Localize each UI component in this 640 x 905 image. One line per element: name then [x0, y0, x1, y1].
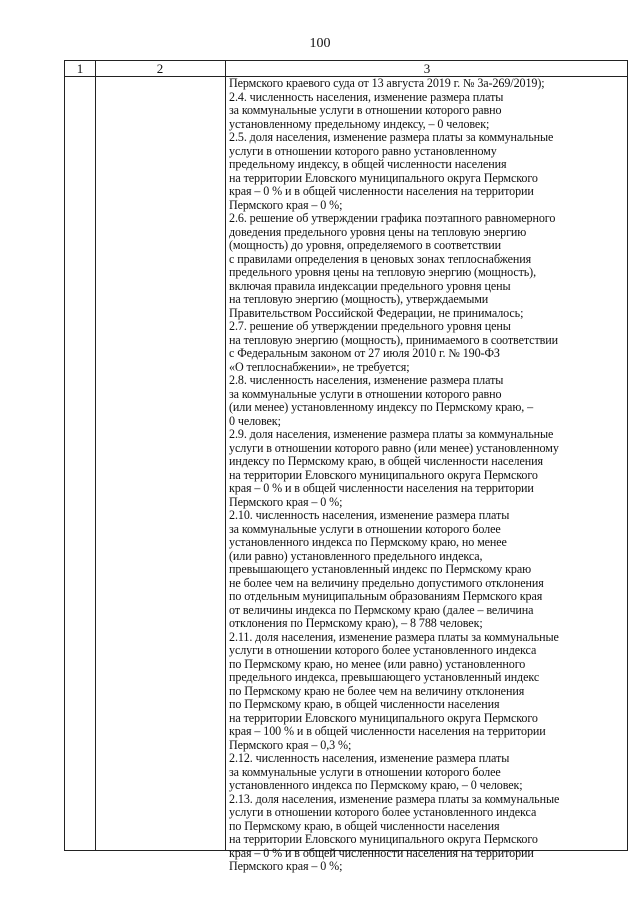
text-line: 2.7. решение об утверждении предельного уровня цены — [229, 319, 511, 333]
text-line: на территории Еловского муниципального округа Пермского — [229, 467, 538, 482]
text-line: по Пермскому краю, в общей численности населения — [229, 818, 500, 833]
text-line: установленного индекса по Пермскому краю, но менее — [229, 535, 507, 549]
text-line: услуги в отношении которого равно (или менее) установленному — [229, 440, 559, 455]
column-header-2: 2 — [156, 61, 164, 76]
text-line: услуги в отношении которого более установленного индекса — [229, 805, 537, 819]
text-line: 2.5. доля населения, изменение размера платы за коммунальные — [229, 130, 554, 144]
text-line: за коммунальные услуги в отношении которого более — [229, 764, 501, 779]
text-line: не более чем на величину предельно допустимого отклонения — [229, 575, 544, 590]
text-line: Пермского края – 0,3 %; — [229, 737, 352, 752]
text-line: за коммунальные услуги в отношении которого равно — [229, 103, 502, 117]
column-divider-2 — [225, 61, 226, 850]
text-line: на территории Еловского муниципального округа Пермского — [229, 832, 538, 846]
text-line: 2.6. решение об утверждении графика поэтапного равномерного — [229, 211, 556, 225]
text-line: «О теплоснабжении», не требуется; — [229, 359, 410, 374]
text-line: 2.13. доля населения, изменение размера платы за коммунальные — [229, 791, 560, 806]
text-line: от величины индекса по Пермскому краю (далее – величина — [229, 602, 534, 617]
text-line: отклонения по Пермскому краю), – 8 788 человек; — [229, 616, 483, 630]
text-line: 0 человек; — [229, 413, 281, 428]
text-line: Пермского края – 0 %; — [229, 859, 343, 873]
text-line: 2.9. доля населения, изменение размера платы за коммунальные — [229, 427, 554, 441]
text-line: края – 0 % и в общей численности населения на территории — [229, 481, 534, 495]
text-line: на территории Еловского муниципального округа Пермского — [229, 710, 538, 725]
text-line: 2.8. численность населения, изменение размера платы — [229, 373, 504, 387]
text-line: услуги в отношении которого более установленного индекса — [229, 643, 537, 657]
column-3-text — [229, 77, 629, 874]
text-line: края – 0 % и в общей численности населения на территории — [229, 845, 534, 860]
text-line: за коммунальные услуги в отношении которого более — [229, 521, 501, 536]
text-line: 2.12. численность населения, изменение размера платы — [229, 751, 510, 765]
text-line: 2.4. численность населения, изменение размера платы — [229, 89, 504, 104]
text-line: края – 100 % и в общей численности населения на территории — [229, 724, 546, 738]
text-line: (или равно) установленного предельного индекса, — [229, 548, 483, 563]
text-line: на тепловую энергию (мощность), утверждаемыми — [229, 292, 489, 306]
text-line: на территории Еловского муниципального округа Пермского — [229, 170, 538, 185]
text-line: (или менее) установленному индексу по Пермскому краю, – — [229, 400, 534, 414]
text-line: Пермского края – 0 %; — [229, 494, 343, 509]
text-line: Пермского краевого суда от 13 августа 2019 г. № 3а-269/2019); — [229, 76, 545, 90]
text-line: с Федеральным законом от 27 июля 2010 г. № 190-ФЗ — [229, 346, 500, 360]
text-line: установленному предельному индексу, – 0 человек; — [229, 116, 490, 131]
text-line: по Пермскому краю не более чем на величину отклонения — [229, 683, 525, 698]
column-divider-1 — [95, 61, 96, 850]
text-line: с правилами определения в ценовых зонах теплоснабжения — [229, 251, 532, 266]
text-line: предельному индексу, в общей численности населения — [229, 157, 507, 171]
column-header-1: 1 — [76, 61, 84, 76]
text-line: предельного индекса, превышающего установленный индекс — [229, 670, 540, 684]
text-line: Пермского края – 0 %; — [229, 197, 343, 212]
column-header-3: 3 — [423, 61, 431, 76]
table-header-row — [65, 61, 627, 77]
text-line: установленного индекса по Пермскому краю, – 0 человек; — [229, 778, 523, 792]
text-line: Правительством Российской Федерации, не принималось; — [229, 305, 524, 320]
text-line: включая правила индексации предельного уровня цены — [229, 278, 511, 293]
text-line: 2.11. доля населения, изменение размера платы за коммунальные — [229, 629, 559, 644]
text-line: индексу по Пермскому краю, в общей численности населения — [229, 454, 543, 468]
text-line: по Пермскому краю, в общей численности населения — [229, 697, 500, 711]
text-line: на тепловую энергию (мощность), принимаемого в соответствии — [229, 332, 558, 347]
text-line: края – 0 % и в общей численности населения на территории — [229, 184, 534, 198]
text-line: предельного уровня цены на тепловую энергию (мощность), — [229, 265, 537, 279]
text-line: превышающего установленный индекс по Пермскому краю — [229, 562, 532, 576]
text-line: по отдельным муниципальным образованиям Пермского края — [229, 589, 543, 603]
text-line: 2.10. численность населения, изменение размера платы — [229, 508, 510, 522]
text-line: доведения предельного уровня цены на тепловую энергию — [229, 224, 527, 239]
document-table — [64, 60, 628, 873]
text-line: за коммунальные услуги в отношении которого равно — [229, 386, 502, 401]
page-number: 100 — [309, 36, 331, 51]
text-line: по Пермскому краю, но менее (или равно) установленного — [229, 656, 526, 671]
text-line: услуги в отношении которого равно установленному — [229, 143, 497, 158]
text-line: (мощность) до уровня, определяемого в соответствии — [229, 238, 501, 252]
